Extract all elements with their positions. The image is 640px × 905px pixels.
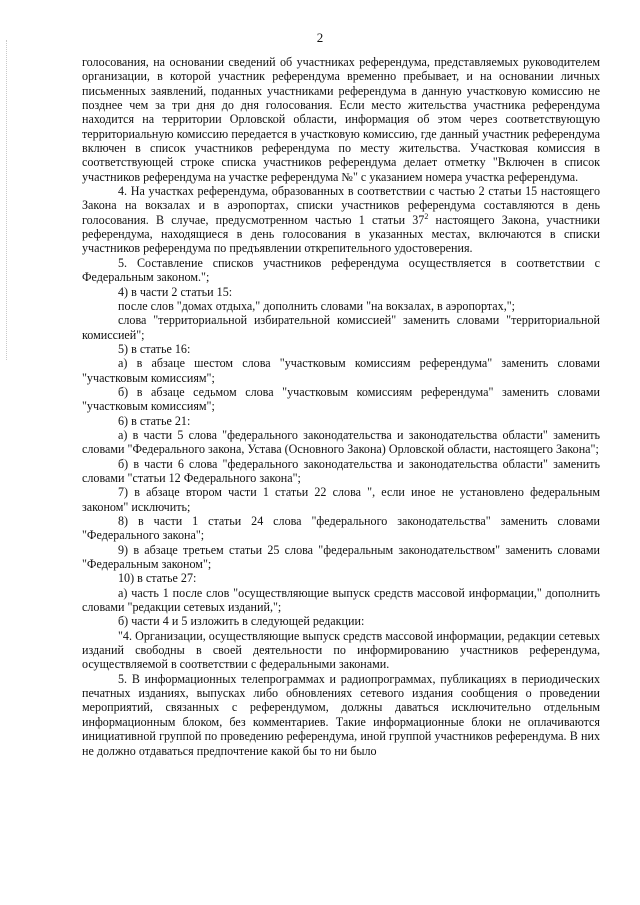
paragraph-item-4: 4. На участках референдума, образованных в соответствии с частью 2 статьи 15 настоящего Закона на вокзалах и в аэропортах, списки участников референдума составляются в день голосования. В случае, предусмотренном частью 1 статьи $37^2$ настоящего Закона, участники референдума, находящиеся в день голосования в указанных местах, включаются в списки участников референдума по предъявлении открепительного удостоверения.	[82, 184, 600, 256]
superscript: 2	[424, 211, 429, 221]
paragraph-amendment-8: 8) в части 1 статьи 24 слова "федерального законодательства" заменить словами "Федерального закона";	[82, 514, 600, 543]
document-body	[82, 55, 600, 758]
paragraph-amendment-5: 5) в статье 16:	[118, 341, 191, 356]
paragraph-amendment-4-b: слова "территориальной избирательной комиссией" заменить словами "территориальной комиссией";	[82, 313, 600, 342]
paragraph-amendment-6: 6) в статье 21:	[118, 413, 191, 428]
page-number: 2	[316, 30, 324, 45]
paragraph-amendment-10-b: б) части 4 и 5 изложить в следующей редакции:	[118, 614, 365, 629]
paragraph-amendment-5-b: б) в абзаце седьмом слова "участковым комиссиям референдума" заменить словами "участковым комиссиям";	[82, 384, 600, 414]
paragraph-amendment-4: 4) в части 2 статьи 15:	[118, 284, 233, 299]
paragraph-amendment-10: 10) в статье 27:	[118, 571, 197, 586]
paragraph-amendment-5-a: а) в абзаце шестом слова "участковым комиссиям референдума" заменить словами "участковым комиссиям";	[82, 356, 600, 385]
paragraph-item-5: 5. Составление списков участников референдума осуществляется в соответствии с Федеральным законом.";	[82, 255, 600, 285]
paragraph-continuation: голосования, на основании сведений об участниках референдума, представляемых руководителем организации, в которой участник референдума временно пребывает, и на основании личных письменных заявлений, поданных участниками референдума в данную участковую комиссию не позднее чем за три дня до дня голосования. Если место жительства участника референдума находится на территории Орловской области, информация об этом через соответствующую территориальную комиссию передается в участковую комиссию, где данный участник референдума включен в список участников референдума по месту жительства. Участковая комиссия в соответствующей строке списка участников референдума делает отметку "Включен в список участников референдума на участке референдума №" с указанием номера участка референдума.	[82, 55, 600, 184]
paragraph-amendment-6-a: а) в части 5 слова "федерального законодательства и законодательства области" заменить словами "Федерального закона, Устава (Основного Закона) Орловской области, настоящего Закона";	[82, 427, 600, 457]
paragraph-amendment-6-b: б) в части 6 слова "федерального законодательства и законодательства области" заменить словами "статьи 12 Федерального закона";	[82, 456, 600, 485]
margin-mark	[6, 40, 13, 360]
paragraph-amendment-7: 7) в абзаце втором части 1 статьи 22 слова ", если иное не установлено федеральным законом" исключить;	[82, 485, 600, 514]
paragraph-amendment-9: 9) в абзаце третьем статьи 25 слова "федеральным законодательством" заменить словами "Федеральным законом";	[82, 542, 600, 572]
paragraph-new-part-5: 5. В информационных телепрограммах и радиопрограммах, публикациях в периодических печатных изданиях, выпусках либо обновлениях сетевого издания сообщения о проведении мероприятий, связанных с референдумом, должны даваться исключительно отдельным информационным блоком, без комментариев. Такие информационные блоки не оплачиваются инициативной группой по проведению референдума, иной группой участников референдума. В них не должно отдаваться предпочтение какой бы то ни было	[82, 671, 600, 758]
paragraph-amendment-10-a: а) часть 1 после слов "осуществляющие выпуск средств массовой информации," дополнить словами "редакции сетевых изданий,";	[82, 585, 600, 615]
paragraph-new-part-4: "4. Организации, осуществляющие выпуск средств массовой информации, редакции сетевых изданий свободны в своей деятельности по информированию участников референдума, осуществляемой в соответствии с федеральными законами.	[82, 628, 600, 672]
paragraph-amendment-4-a: после слов "домах отдыха," дополнить словами "на вокзалах, в аэропортах,";	[118, 298, 516, 313]
